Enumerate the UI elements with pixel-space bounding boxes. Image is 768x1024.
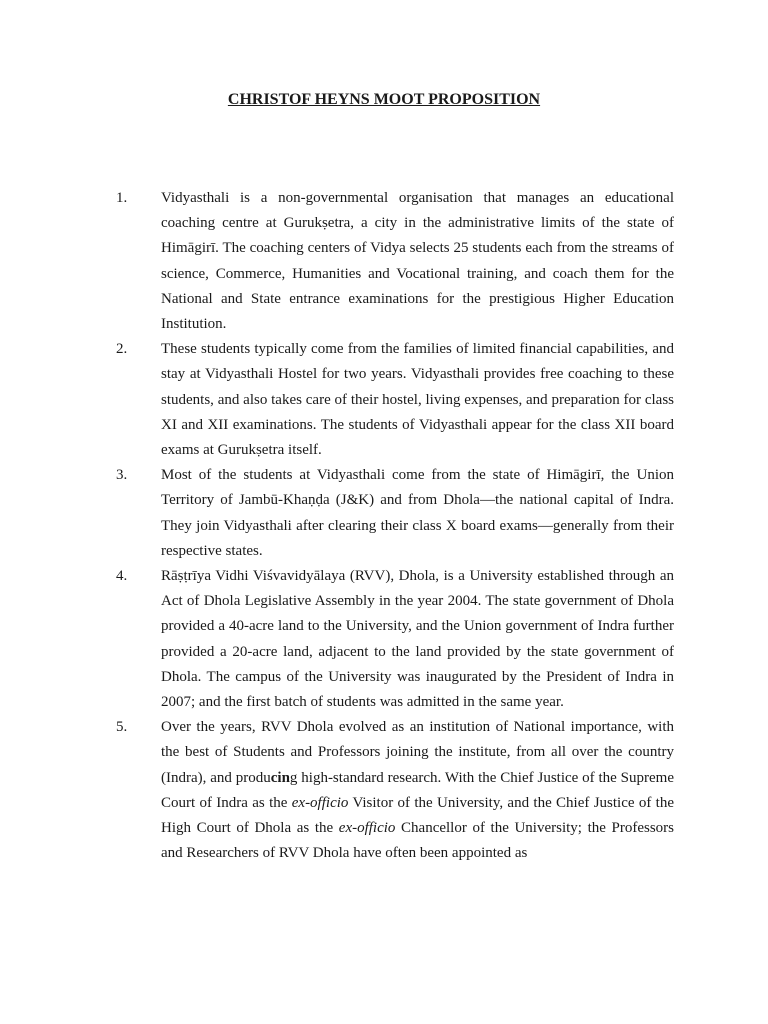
text-run: Visitor of the University, and the Chief Justice of the High Court of Dhola as the — [161, 794, 674, 837]
paragraph-2 — [0, 337, 768, 463]
paragraph-number: 3. — [116, 467, 128, 484]
text-italic: ex-officio — [291, 794, 349, 811]
paragraph-text — [161, 564, 674, 715]
paragraph-number: 5. — [116, 719, 128, 736]
paragraph-4 — [0, 564, 768, 715]
paragraph-number: 2. — [116, 341, 128, 358]
document-title: CHRISTOF HEYNS MOOT PROPOSITION — [227, 91, 541, 108]
text-italic: ex-officio — [338, 820, 396, 837]
paragraph-text — [161, 186, 674, 337]
text-run: Vidyasthali is a non-governmental organisation that manages an educational coaching centre at Gurukṣetra, a city in the administrative limits of the state of Himāgirī. The coaching centers of Vidya selects 25 students each from the streams of science, Commerce, Humanities and Vocational training, and coach them for the National and State entrance examinations for the prestigious Higher Education Institution. — [161, 190, 674, 333]
text-run: Rāṣṭrīya Vidhi Viśvavidyālaya (RVV), Dhola, is a University established through an Act of Dhola Legislative Assembly in the year 2004. The state government of Dhola provided a 40-acre land to the University, and the Union government of Indra further provided a 20-acre land, adjacent to the land provided by the state government of Dhola. The campus of the University was inaugurated by the President of Indra in 2007; and the first batch of students was admitted in the same year. — [161, 568, 674, 711]
text-run: These students typically come from the families of limited financial capabilities, and stay at Vidyasthali Hostel for two years. Vidyasthali provides free coaching to these students, and also takes care of their hostel, living expenses, and preparation for class XI and XII examinations. The students of Vidyasthali appear for the class XII board exams at Gurukṣetra itself. — [161, 341, 674, 459]
text-run: Most of the students at Vidyasthali come from the state of Himāgirī, the Union Territory of Jambū-Khaṇḍa (J&K) and from Dhola—the national capital of Indra. They join Vidyasthali after clearing their class X board exams—generally from their respective states. — [161, 467, 674, 559]
text-run: Chancellor of the University; the Professors and Researchers of RVV Dhola have often been appointed as — [161, 820, 674, 862]
paragraph-1 — [0, 186, 768, 337]
paragraph-text — [161, 463, 674, 564]
paragraph-5 — [0, 715, 768, 866]
paragraph-number: 4. — [116, 568, 128, 585]
text-bold: cin — [270, 769, 290, 786]
paragraph-list — [0, 186, 768, 866]
paragraph-text — [161, 715, 674, 866]
paragraph-text — [161, 337, 674, 463]
text-run: g high-standard research. With the Chief Justice of the Supreme Court of Indra as the — [161, 769, 674, 811]
paragraph-3 — [0, 463, 768, 564]
text-run: Over the years, RVV Dhola evolved as an institution of National importance, with the best of Students and Professors joining the institute, from all over the country (Indra), and produ — [161, 719, 674, 786]
paragraph-number: 1. — [116, 190, 128, 206]
